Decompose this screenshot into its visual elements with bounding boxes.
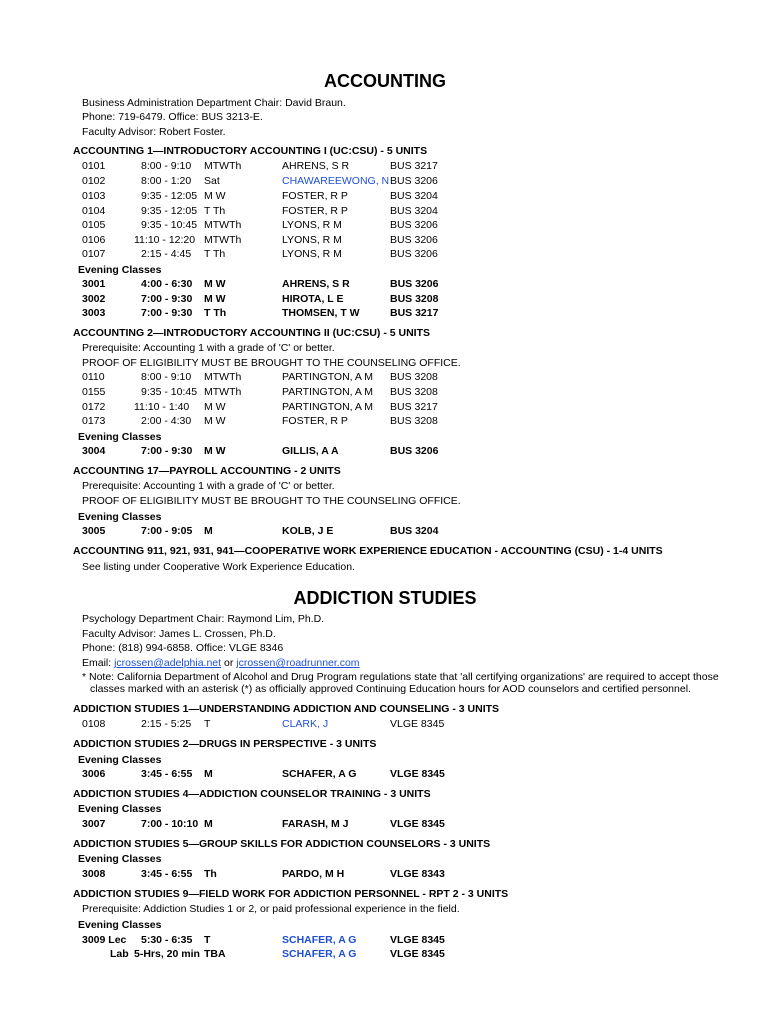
class-time: 9:35 - 12:05 <box>141 190 198 202</box>
instructor-name: LYONS, R M <box>282 219 342 231</box>
class-time: 8:00 - 9:10 <box>141 160 192 172</box>
class-days: M <box>204 525 213 537</box>
aod-note-continued: classes marked with an asterisk (*) as officially approved Continuing Education hours for AOD counselors and certified personnel. <box>90 683 691 695</box>
instructor-name: PARTINGTON, A M <box>282 371 374 383</box>
section-number: 0172 <box>82 401 106 413</box>
email-or-text: or <box>221 657 237 669</box>
class-days: M W <box>204 445 226 457</box>
prerequisite-note: Prerequisite: Addiction Studies 1 or 2, or paid professional experience in the field. <box>82 903 460 915</box>
room-number: VLGE 8345 <box>390 948 445 960</box>
course-title: ACCOUNTING 911, 921, 931, 941—COOPERATIVE WORK EXPERIENCE EDUCATION - ACCOUNTING (CSU) - 1-4 UNITS <box>73 545 663 557</box>
class-time: 9:35 - 12:05 <box>141 205 198 217</box>
section-number: 0110 <box>82 371 105 383</box>
instructor-name: PARDO, M H <box>282 868 345 880</box>
eligibility-note: PROOF OF ELIGIBILITY MUST BE BROUGHT TO THE COUNSELING OFFICE. <box>82 495 461 507</box>
class-time: 8:00 - 1:20 <box>141 175 192 187</box>
class-time: 11:10 - 1:40 <box>134 401 190 413</box>
class-time: 7:00 - 10:10 <box>141 818 199 830</box>
class-days: M W <box>204 190 226 202</box>
class-days: M W <box>204 293 226 305</box>
course-title: ACCOUNTING 1—INTRODUCTORY ACCOUNTING I (UC:CSU) - 5 UNITS <box>73 145 428 157</box>
class-days: M <box>204 818 213 830</box>
class-days: MTWTh <box>204 219 242 231</box>
room-number: BUS 3217 <box>390 401 438 413</box>
see-listing-note: See listing under Cooperative Work Experience Education. <box>82 561 355 573</box>
class-time: 7:00 - 9:30 <box>141 293 193 305</box>
email-link-roadrunner[interactable]: jcrossen@roadrunner.com <box>236 657 360 669</box>
class-time: 2:15 - 4:45 <box>141 248 192 260</box>
class-time: 2:00 - 4:30 <box>141 415 192 427</box>
instructor-name: FARASH, M J <box>282 818 349 830</box>
addiction-studies-heading: ADDICTION STUDIES <box>293 588 477 608</box>
instructor-link[interactable]: CLARK, J <box>282 718 329 730</box>
section-number: 0107 <box>82 248 106 260</box>
room-number: BUS 3217 <box>390 307 439 319</box>
class-time: 11:10 - 12:20 <box>134 234 196 246</box>
class-days: MTWTh <box>204 234 242 246</box>
room-number: BUS 3204 <box>390 205 438 217</box>
class-days: T <box>204 718 211 730</box>
class-time: 5:30 - 6:35 <box>141 934 193 946</box>
section-number: 0155 <box>82 386 106 398</box>
class-days: Th <box>204 868 217 880</box>
instructor-name: HIROTA, L E <box>282 293 344 305</box>
course-title: ACCOUNTING 2—INTRODUCTORY ACCOUNTING II (UC:CSU) - 5 UNITS <box>73 327 430 339</box>
section-lab-label: Lab <box>110 948 129 960</box>
class-time: 5-Hrs, 20 min <box>134 948 200 960</box>
room-number: BUS 3208 <box>390 386 438 398</box>
instructor-link[interactable]: SCHAFER, A G <box>282 934 357 946</box>
room-number: BUS 3206 <box>390 219 438 231</box>
evening-classes-label: Evening Classes <box>78 853 162 865</box>
class-time: 3:45 - 6:55 <box>141 768 193 780</box>
room-number: BUS 3217 <box>390 160 438 172</box>
section-number: 3009 Lec <box>82 934 127 946</box>
class-time: 8:00 - 9:10 <box>141 371 192 383</box>
room-number: VLGE 8345 <box>390 818 445 830</box>
section-number: 3007 <box>82 818 106 830</box>
section-number: 0106 <box>82 234 106 246</box>
class-time: 4:00 - 6:30 <box>141 278 193 290</box>
room-number: BUS 3208 <box>390 415 438 427</box>
room-number: BUS 3206 <box>390 234 438 246</box>
instructor-name: PARTINGTON, A M <box>282 401 374 413</box>
evening-classes-label: Evening Classes <box>78 431 162 443</box>
instructor-name: THOMSEN, T W <box>282 307 360 319</box>
room-number: BUS 3204 <box>390 190 438 202</box>
evening-classes-label: Evening Classes <box>78 754 162 766</box>
instructor-name: GILLIS, A A <box>282 445 339 457</box>
instructor-name: AHRENS, S R <box>282 278 350 290</box>
instructor-name: AHRENS, S R <box>282 160 350 172</box>
section-number: 0105 <box>82 219 106 231</box>
section-number: 3006 <box>82 768 106 780</box>
section-number: 0102 <box>82 175 106 187</box>
course-title: ADDICTION STUDIES 9—FIELD WORK FOR ADDICTION PERSONNEL - RPT 2 - 3 UNITS <box>73 888 509 900</box>
class-days: T Th <box>204 307 227 319</box>
room-number: VLGE 8343 <box>390 868 445 880</box>
evening-classes-label: Evening Classes <box>78 511 162 523</box>
dept-chair-text: Psychology Department Chair: Raymond Lim, Ph.D. <box>82 613 325 625</box>
instructor-name: LYONS, R M <box>282 248 342 260</box>
evening-classes-label: Evening Classes <box>78 264 162 276</box>
instructor-name: FOSTER, R P <box>282 190 348 202</box>
class-time: 7:00 - 9:30 <box>141 307 193 319</box>
class-days: M W <box>204 415 226 427</box>
course-title: ADDICTION STUDIES 5—GROUP SKILLS FOR ADDICTION COUNSELORS - 3 UNITS <box>73 838 491 850</box>
class-time: 7:00 - 9:05 <box>141 525 193 537</box>
section-number: 0108 <box>82 718 106 730</box>
room-number: BUS 3206 <box>390 248 438 260</box>
instructor-name: SCHAFER, A G <box>282 768 357 780</box>
room-number: VLGE 8345 <box>390 934 445 946</box>
faculty-advisor-text: Faculty Advisor: James L. Crossen, Ph.D. <box>82 628 276 640</box>
course-title: ADDICTION STUDIES 4—ADDICTION COUNSELOR TRAINING - 3 UNITS <box>73 788 431 800</box>
room-number: BUS 3204 <box>390 525 439 537</box>
room-number: VLGE 8345 <box>390 768 445 780</box>
faculty-advisor-text: Faculty Advisor: Robert Foster. <box>82 126 226 138</box>
room-number: BUS 3206 <box>390 278 439 290</box>
course-title: ADDICTION STUDIES 2—DRUGS IN PERSPECTIVE - 3 UNITS <box>73 738 377 750</box>
evening-classes-label: Evening Classes <box>78 919 162 931</box>
section-number: 3001 <box>82 278 106 290</box>
section-number: 3002 <box>82 293 106 305</box>
class-days: T <box>204 934 211 946</box>
instructor-name: FOSTER, R P <box>282 205 348 217</box>
phone-office-text: Phone: 719-6479. Office: BUS 3213-E. <box>82 111 263 123</box>
section-number: 0104 <box>82 205 106 217</box>
email-label: Email: <box>82 657 115 669</box>
dept-chair-text: Business Administration Department Chair: David Braun. <box>82 97 346 109</box>
section-number: 0173 <box>82 415 106 427</box>
accounting-heading: ACCOUNTING <box>324 71 446 91</box>
section-number: 3008 <box>82 868 106 880</box>
instructor-name: FOSTER, R P <box>282 415 348 427</box>
class-days: M <box>204 768 213 780</box>
section-number: 0101 <box>82 160 106 172</box>
room-number: BUS 3206 <box>390 175 438 187</box>
section-number: 3003 <box>82 307 106 319</box>
class-time: 3:45 - 6:55 <box>141 868 193 880</box>
instructor-name: PARTINGTON, A M <box>282 386 374 398</box>
class-days: T Th <box>204 248 226 260</box>
instructor-link[interactable]: SCHAFER, A G <box>282 948 357 960</box>
section-number: 0103 <box>82 190 106 202</box>
room-number: VLGE 8345 <box>390 718 445 730</box>
class-days: TBA <box>204 948 226 960</box>
email-line <box>82 657 360 669</box>
phone-office-text: Phone: (818) 994-6858. Office: VLGE 8346 <box>82 642 284 654</box>
room-number: BUS 3208 <box>390 293 439 305</box>
evening-classes-label: Evening Classes <box>78 803 162 815</box>
instructor-name: KOLB, J E <box>282 525 334 537</box>
instructor-link[interactable]: CHAWAREEWONG, N <box>282 175 390 187</box>
class-days: MTWTh <box>204 160 242 172</box>
course-title: ADDICTION STUDIES 1—UNDERSTANDING ADDICTION AND COUNSELING - 3 UNITS <box>73 703 500 715</box>
class-days: M W <box>204 278 226 290</box>
email-link-adelphia[interactable]: jcrossen@adelphia.net <box>114 657 222 669</box>
room-number: BUS 3206 <box>390 445 439 457</box>
section-number: 3005 <box>82 525 106 537</box>
prerequisite-note: Prerequisite: Accounting 1 with a grade of 'C' or better. <box>82 480 335 492</box>
class-days: M W <box>204 401 226 413</box>
class-time: 9:35 - 10:45 <box>141 386 198 398</box>
instructor-name: LYONS, R M <box>282 234 342 246</box>
class-time: 2:15 - 5:25 <box>141 718 192 730</box>
class-time: 9:35 - 10:45 <box>141 219 198 231</box>
class-days: T Th <box>204 205 226 217</box>
prerequisite-note: Prerequisite: Accounting 1 with a grade of 'C' or better. <box>82 342 335 354</box>
room-number: BUS 3208 <box>390 371 438 383</box>
class-days: MTWTh <box>204 386 242 398</box>
eligibility-note: PROOF OF ELIGIBILITY MUST BE BROUGHT TO THE COUNSELING OFFICE. <box>82 357 461 369</box>
class-days: Sat <box>204 175 220 187</box>
aod-note: * Note: California Department of Alcohol and Drug Program regulations state that 'all certifying organizations' are required to accept those <box>82 671 719 683</box>
course-title: ACCOUNTING 17—PAYROLL ACCOUNTING - 2 UNITS <box>73 465 341 477</box>
class-time: 7:00 - 9:30 <box>141 445 193 457</box>
section-number: 3004 <box>82 445 106 457</box>
class-days: MTWTh <box>204 371 242 383</box>
